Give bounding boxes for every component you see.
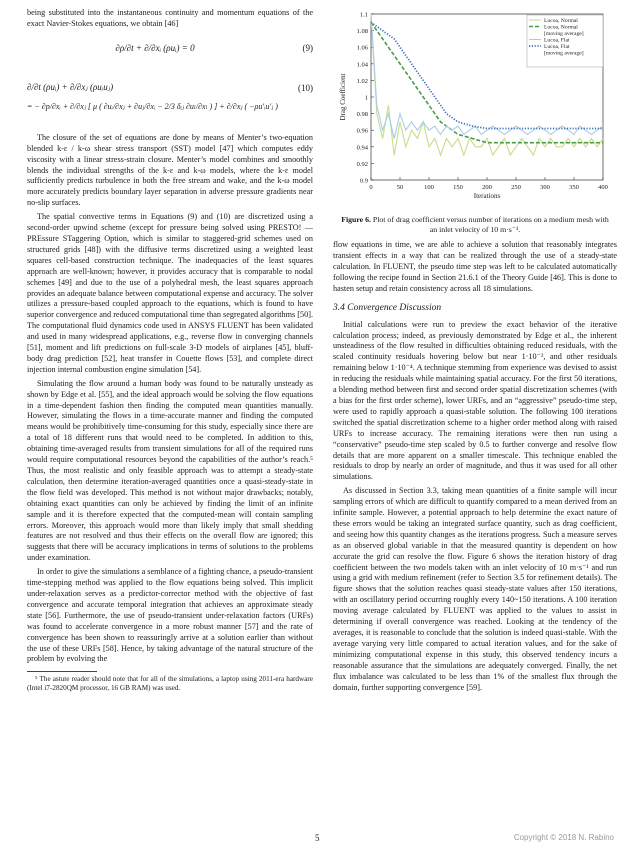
equation-10-line-1: ∂/∂t (ρuᵢ) + ∂/∂xⱼ (ρuᵢuⱼ): [27, 81, 114, 92]
legend-entry-4: Lucoa, Flat: [544, 44, 570, 50]
left-column: [27, 8, 313, 693]
y-tick-label: 1.08: [356, 28, 368, 36]
equation-10-line-2: = − ∂p/∂xᵢ + ∂/∂xⱼ [ μ ( ∂uᵢ/∂xⱼ + ∂uⱼ/∂xᵢ − 2/3 δᵢⱼ ∂uₗ/∂xₗ ) ] + ∂/∂xⱼ ( −ρu′ᵢu′ⱼ ): [27, 101, 278, 111]
y-tick-label: 0.94: [356, 144, 368, 152]
x-tick-label: 0: [369, 184, 373, 191]
x-tick-label: 200: [482, 184, 492, 191]
y-tick-label: 1.06: [356, 44, 368, 52]
equation-9-body: ∂ρ/∂t + ∂/∂xᵢ (ρuᵢ) = 0: [115, 42, 195, 53]
x-tick-label: 100: [424, 184, 434, 191]
y-tick-label: 0.92: [356, 160, 368, 168]
y-tick-label: 1.04: [356, 61, 368, 69]
y-tick-label: 1.1: [359, 11, 368, 19]
x-axis-label: Iterations: [473, 192, 501, 200]
paragraph: Simulating the flow around a human body was found to be naturally unsteady as shown by Edge et al. [55], and the ideal approach would be solving the flow equations in a time-dependent fashion then finding the computed mean quantities manually. However, simulating the flows in a time-accurate manner and finding the computed means would be prohibitively time-consuming for this study, especially since there are a total of 18 different runs that would need to be completed. In addition to this, obtaining time-averaged results from transient simulations for all of the required runs would require computational resources beyond the capabilities of the author’s reach.⁵ Thus, the most realistic and only feasible approach was to attempt a steady-state calculation, then determine iteration-averaged quantities once a quasi-steady-state in the flow field was developed. This method is not without major drawbacks; notably, obtaining exact quantities can only be achieved by finding the limit of an infinite sample and it is therefore expected that the computed-mean will contain sampling errors. Moreover, this approach would more than likely imply that small shedding features are not resolved and thus their effects on the overall flow are ignored; this suggests that there will be accuracy implications in terms of solutions to the problems under examination.: [27, 378, 313, 563]
copyright-notice: Copyright © 2018 N. Rabino: [513, 833, 614, 842]
paragraph: Initial calculations were run to preview the exact behavior of the iterative calculation process; indeed, as previously demonstrated by Edge et al., the inherent unsteadiness of the flow resulted in difficulties obtaining reduced residuals, with the scaled continuity residuals hovering below but near 1·10⁻², and other residuals remaining below 1·10⁻⁴. A technique stemming from experience was devised to assist in reducing the residuals while maintaining spatial accuracy. For the first 50 iterations, a blending method between first and second order spatial discretization schemes (with a bias for the first order scheme), lower URFs, and an “aggressive” pseudo-time step, were used to rapidly approach a quasi-stable solution. The following 100 iterations switched the spatial discretization scheme to a higher order method along with raised URFs to increase accuracy. The remaining iterations were then run using a “conservative” pseudo-time step scaled by 0.5 to further converge and resolve flow details that are more apparent on a smaller timescale. This technique enabled the residuals to drop by nearly an order of magnitude, and thus it was used for all other simulations.: [333, 319, 617, 482]
x-tick-label: 300: [540, 184, 550, 191]
figure-caption: [333, 213, 617, 240]
section-heading: 3.4 Convergence Discussion: [333, 302, 442, 313]
paragraph: In order to give the simulations a semblance of a fighting chance, a pseudo-transient time-stepping method was applied to the flow equations being solved. This implicit under-relaxation serves as a predictor-corrector method with the objective of fast convergence and accurate temporal integration that achieves an approximate steady state [56]. Furthermore, the use of pseudo-transient under-relaxation factors (URFs) was found to accelerate convergence in a more robust manner [57] and the rate of convergence has been shown to reassuringly arrive at a solution earlier than without the use of these URFs [58]. Hence, by taking advantage of the natural structure of the problem by evolving the: [27, 567, 314, 664]
equation-10: [27, 73, 313, 133]
y-tick-label: 1.02: [356, 77, 368, 85]
footnote-rule: [27, 671, 97, 672]
x-tick-label: 350: [569, 184, 579, 191]
page-number: 5: [315, 833, 320, 843]
legend-entry-3: Lucoa, Flat: [544, 37, 570, 44]
x-tick-label: 400: [598, 184, 608, 191]
y-axis-label: Drag Coefficient: [339, 73, 347, 121]
x-tick-label: 250: [511, 184, 521, 191]
right-column: [333, 8, 617, 696]
paragraph: flow equations in time, we are able to achieve a solution that reasonably integrates transient effects in a way that can be realized through the use of a steady-state calculation. In FLUENT, the pseudo time step was left to be calculated automatically following the recipe found in Section 21.6.1 of the Theory Guide [46]. This is done to hasten setup and retain consistency across all 18 simulations.: [333, 240, 617, 293]
figure-caption-label: Figure 6.: [341, 215, 371, 224]
equation-10-number: (10): [298, 82, 313, 93]
paragraph: As discussed in Section 3.3, taking mean quantities of a finite sample will incur sampling errors of which are difficult to quantify compared to a mean derived from an infinite sample. However, a potential approach to help determine the exact nature of these errors would be taking an integrated surface quantity, such as drag coefficient, and seeing how this quantity changes as the iterations progress. Such a measure serves as an observed global variable in that the measured quantity is dependent on how accurate the grid can resolve the flow. Figure 6 shows the iteration history of drag coefficient between the two models taken with an inlet velocity of 10 m·s⁻¹ and run using a grid with medium refinement (refer to Section 3.5 for refinement details). The figure shows that the solution reaches quasi steady-state values after 150 iterations, with an oscillatory period occurring roughly every 140~150 iterations. A 100 iteration moving average calculated by FLUENT was applied to the values to assist in determining if overall convergence was reached. Looking at the tendency of the averages, it is reasonable to conclude that the solution is indeed quasi-stable. With the average varying very little compared to actual iteration values, and for the sake of minimizing computational expense in this study, this observed tendency incurs a reasonable assurance that the simulations are adequately converged. Finally, the net flux imbalance was calculated to be less than 1% of the smallest flux through the domain, further supporting convergence [59].: [333, 486, 617, 692]
figure-6: [333, 8, 617, 213]
x-tick-label: 50: [396, 184, 404, 191]
paragraph: The closure of the set of equations are done by means of Menter’s two-equation blended k-ε / k-ω shear stress transport (SST) model [47] which computes eddy viscosity with a linear stress-strain closure. Menter’s model combines and smoothly blends the individual strengths of the k-ε and k-ω models, where the k-ε model sufficiently predicts turbulence in both the free stream and wake, and the k-ω model more accurately predicts boundary layer separation in adverse pressure gradients near no-slip surfaces.: [27, 132, 313, 208]
equation-9: [27, 33, 313, 73]
equation-9-number: (9): [302, 42, 313, 53]
y-tick-label: 1: [364, 94, 368, 102]
y-tick-label: 0.98: [356, 111, 368, 119]
x-tick-label: 150: [453, 184, 463, 191]
paragraph: The spatial convective terms in Equations (9) and (10) are discretized using a second-order upwind scheme (except for pressure being solved using PRESTO! — PREssure STaggering Option, which is similar to staggered-grid schemes used on structured grids [48]) with the diffusive terms discretized using a weighted least squares cell-based construction technique. The inadequacies of the least squares approach are well-known; however, it provides accuracy that is comparable to nodal schemes [49] and due to the use of a polyhedral mesh, the least squares approach provides an adequate balance between computational expense and accuracy. The solver utilizes a pressure-based coupled approach to the equations, which is found to have superior convergence and reduced computational time than segregated algorithms [50]. The computational fluid dynamics code used in ANSYS FLUENT has been validated and used in many widespread applications, e.g., reverse flow in converging channels [51], moment and lift predictions on full-scale 3-D models of airplanes [45], bluff-body drag prediction [52], heat transfer in Couette flows [53], and complete direct injection internal combustion engine simulation [54].: [27, 212, 313, 374]
legend-entry-1: Lucoa, Normal: [544, 18, 578, 24]
footnote: ⁵ The astute reader should note that for all of the simulations, a laptop using 2011-era hardware (Intel i7-2820QM processor, 16 GB RAM) was used.: [27, 675, 313, 693]
drag-coefficient-chart: [333, 8, 617, 213]
paragraph: being substituted into the instantaneous continuity and momentum equations of the exact Navier-Stokes equations, we obtain [46]: [27, 8, 313, 28]
y-tick-label: 0.9: [359, 177, 368, 185]
legend-entry-sub-4: [moving average]: [544, 50, 584, 57]
figure-caption-text: Plot of drag coefficient versus number of iterations on a medium mesh with an inlet velocity of 10 m·s⁻¹.: [372, 215, 609, 234]
legend-entry-sub-2: [moving average]: [544, 31, 584, 37]
y-tick-label: 0.96: [356, 127, 368, 135]
legend-entry-2: Lucoa, Normal: [544, 24, 578, 31]
